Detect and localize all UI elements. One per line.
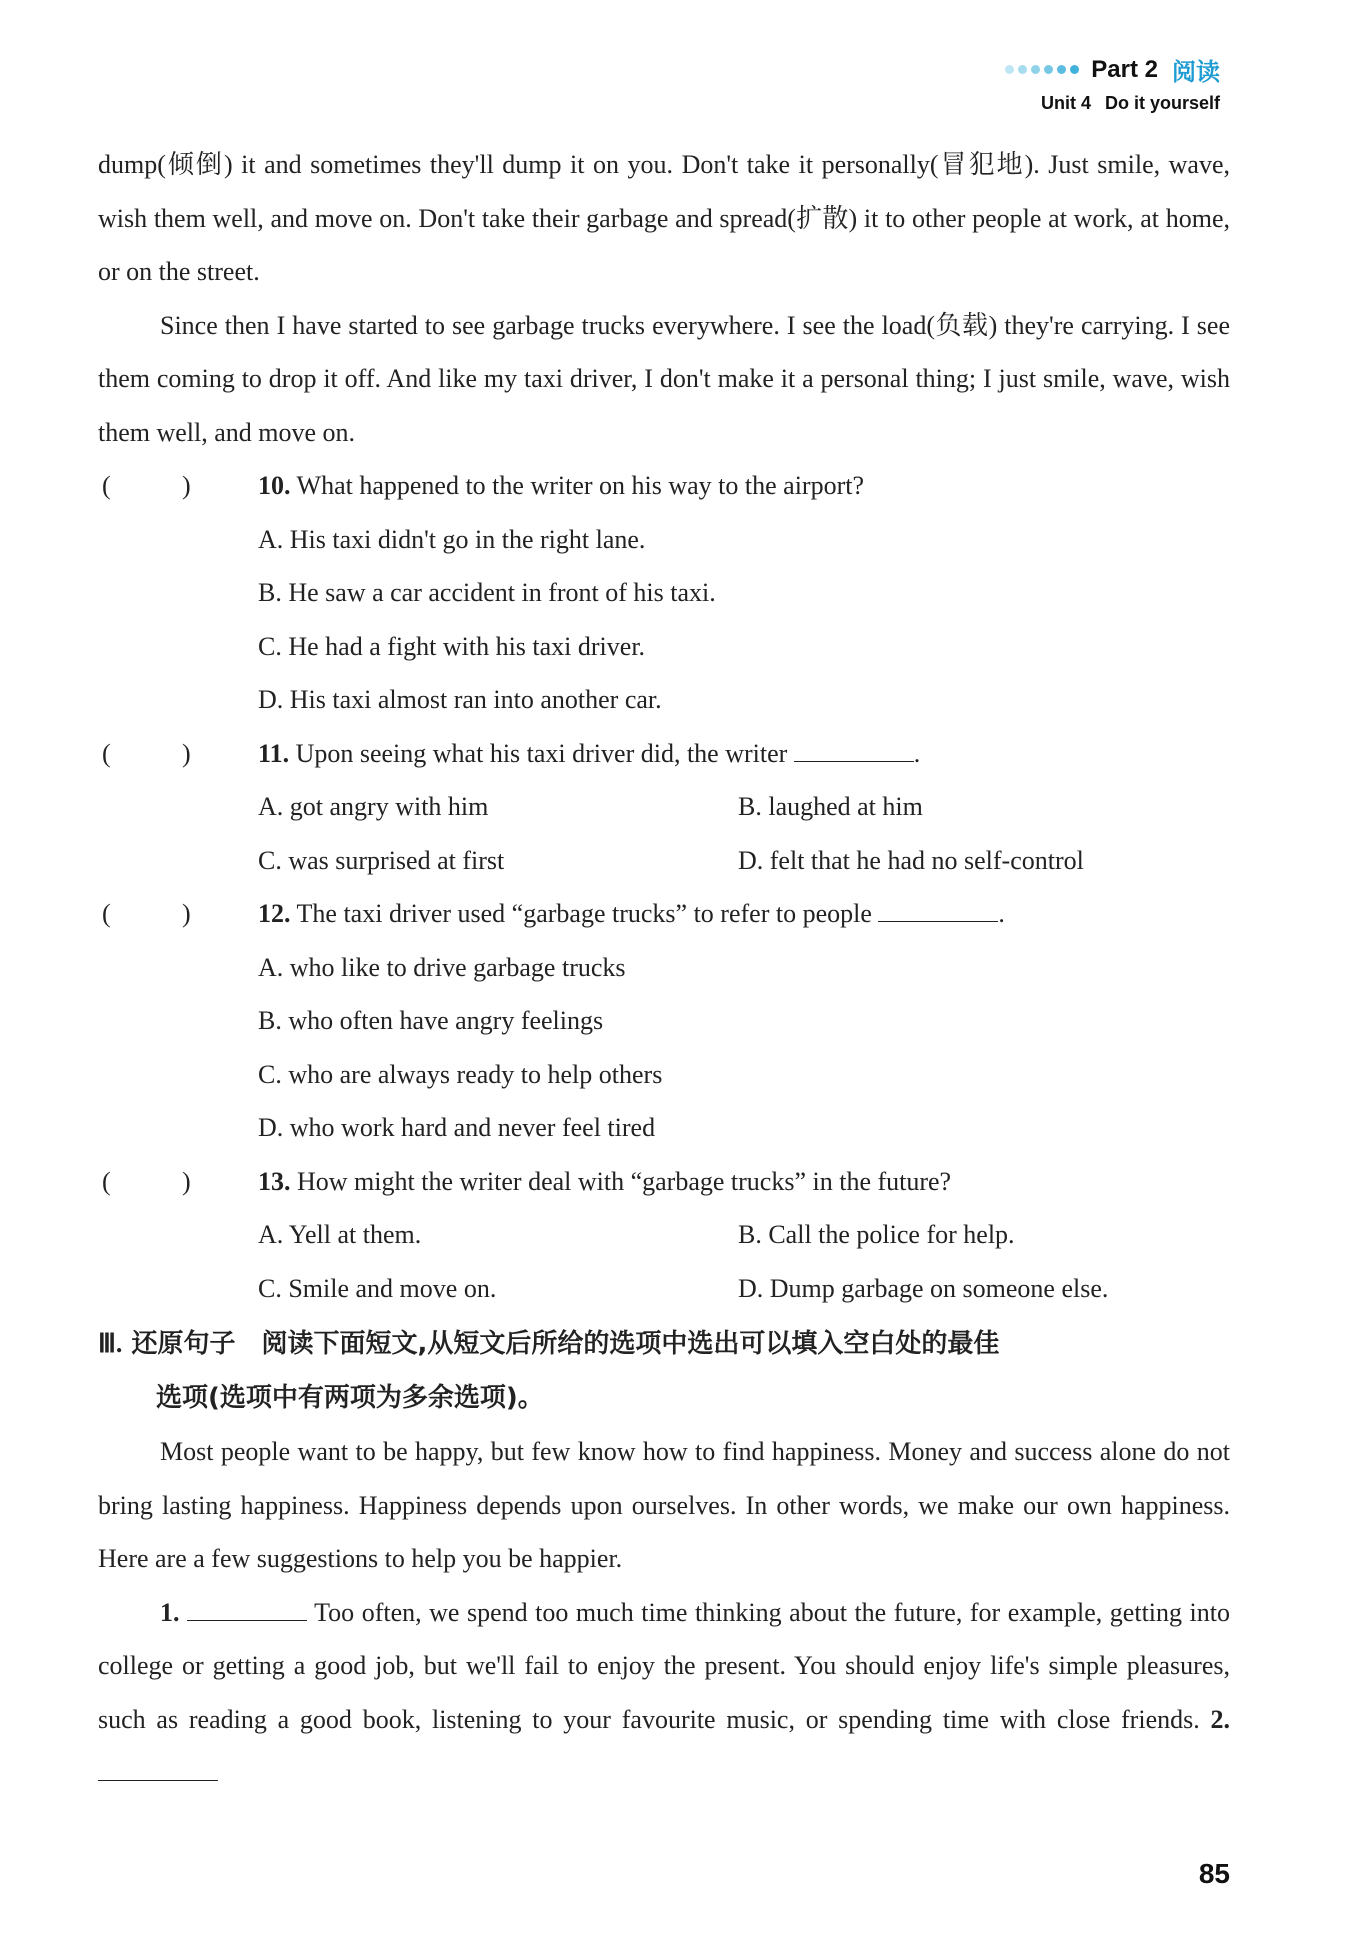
section-numeral: Ⅲ.	[98, 1329, 123, 1358]
page-content	[98, 138, 1230, 1800]
option-d: D. who work hard and never feel tired	[258, 1113, 656, 1142]
option-row	[98, 780, 1230, 834]
part-label: Part 2	[1091, 55, 1158, 83]
section-3-paragraph-1: Most people want to be happy, but few know how to find happiness. Money and success alone do not bring lasting happiness. Happiness depends upon ourselves. In other words, we make our own happiness. Here are a few suggestions to help you be happier.	[98, 1437, 1230, 1573]
question-stem: The taxi driver used “garbage trucks” to refer to people	[296, 899, 872, 928]
option-b: B. Call the police for help.	[738, 1220, 1015, 1249]
option-a: A. got angry with him	[258, 792, 489, 821]
question-number: 13.	[258, 1166, 291, 1196]
answer-blank[interactable]	[878, 901, 998, 922]
question-12: ( ) 12. The taxi driver used “garbage trucks” to refer to people .	[102, 899, 1005, 928]
answer-blank-2[interactable]	[98, 1760, 218, 1781]
question-10: ( ) 10. What happened to the writer on his way to the airport?	[102, 471, 865, 500]
page-header	[1005, 52, 1220, 114]
header-part-line	[1005, 52, 1220, 87]
option-a: A. His taxi didn't go in the right lane.	[258, 524, 646, 554]
option-d: D. Dump garbage on someone else.	[738, 1273, 1109, 1303]
section-instruction: 还原句子 阅读下面短文,从短文后所给的选项中选出可以填入空白处的最佳	[131, 1329, 1000, 1359]
option-c: C. was surprised at first	[258, 845, 505, 875]
option-row	[98, 1208, 1230, 1262]
option-d: D. His taxi almost ran into another car.	[258, 685, 662, 714]
option-c: C. Smile and move on.	[258, 1273, 497, 1303]
part-chinese-label: 阅读	[1172, 58, 1220, 86]
option-a: A. Yell at them.	[258, 1220, 422, 1249]
question-number: 11.	[258, 738, 290, 768]
question-11: ( ) 11. Upon seeing what his taxi driver did, the writer .	[102, 738, 921, 768]
blank-number: 2.	[1210, 1704, 1231, 1734]
paragraph-text: Too often, we spend too much time thinking about the future, for example, getting into college or getting a good job, but we'll fail to enjoy the present. You should enjoy life's simple pleasures, such as reading a good book, listening to your favourite music, or spending time with close friends.	[98, 1597, 1230, 1734]
answer-blank-1[interactable]	[187, 1600, 307, 1621]
unit-number: Unit 4	[1040, 93, 1091, 113]
unit-label	[1005, 93, 1220, 114]
question-number: 10.	[258, 471, 291, 500]
question-number: 12.	[258, 899, 291, 928]
section-3-title	[98, 1317, 1230, 1372]
blank-number: 1.	[160, 1597, 180, 1627]
option-c: C. He had a fight with his taxi driver.	[258, 631, 646, 661]
passage-paragraph-2: Since then I have started to see garbage trucks everywhere. I see the load(负载) they're carrying. I see them coming to drop it off. And like my taxi driver, I don't make it a personal thing; I just smile, wave, wish them well, and move on.	[98, 310, 1230, 447]
unit-title: Do it yourself	[1104, 93, 1220, 113]
option-b: B. who often have angry feelings	[258, 1006, 604, 1035]
option-c: C. who are always ready to help others	[258, 1059, 663, 1089]
question-stem: What happened to the writer on his way to the airport?	[296, 471, 865, 500]
question-stem: How might the writer deal with “garbage trucks” in the future?	[297, 1166, 952, 1196]
option-a: A. who like to drive garbage trucks	[258, 952, 626, 982]
option-b: B. He saw a car accident in front of his taxi.	[258, 578, 716, 607]
question-13: ( ) 13. How might the writer deal with “garbage trucks” in the future?	[102, 1166, 952, 1196]
question-stem: Upon seeing what his taxi driver did, the writer	[295, 738, 788, 768]
option-row	[98, 834, 1230, 888]
option-row	[98, 1262, 1230, 1316]
passage-paragraph-1: dump(倾倒) it and sometimes they'll dump it on you. Don't take it personally(冒犯地). Just smile, wave, wish them well, and move on. Don't take their garbage and spread(扩散) it to other people at work, at home, or on the street.	[98, 150, 1230, 286]
page-number: 85	[1198, 1858, 1230, 1889]
answer-blank[interactable]	[794, 741, 914, 762]
option-d: D. felt that he had no self-control	[738, 845, 1084, 875]
section-3-paragraph-2	[98, 1586, 1230, 1800]
decorative-dots-icon	[1005, 65, 1079, 74]
option-b: B. laughed at him	[738, 792, 923, 821]
section-3-title-continued: 选项(选项中有两项为多余选项)。	[156, 1382, 544, 1413]
